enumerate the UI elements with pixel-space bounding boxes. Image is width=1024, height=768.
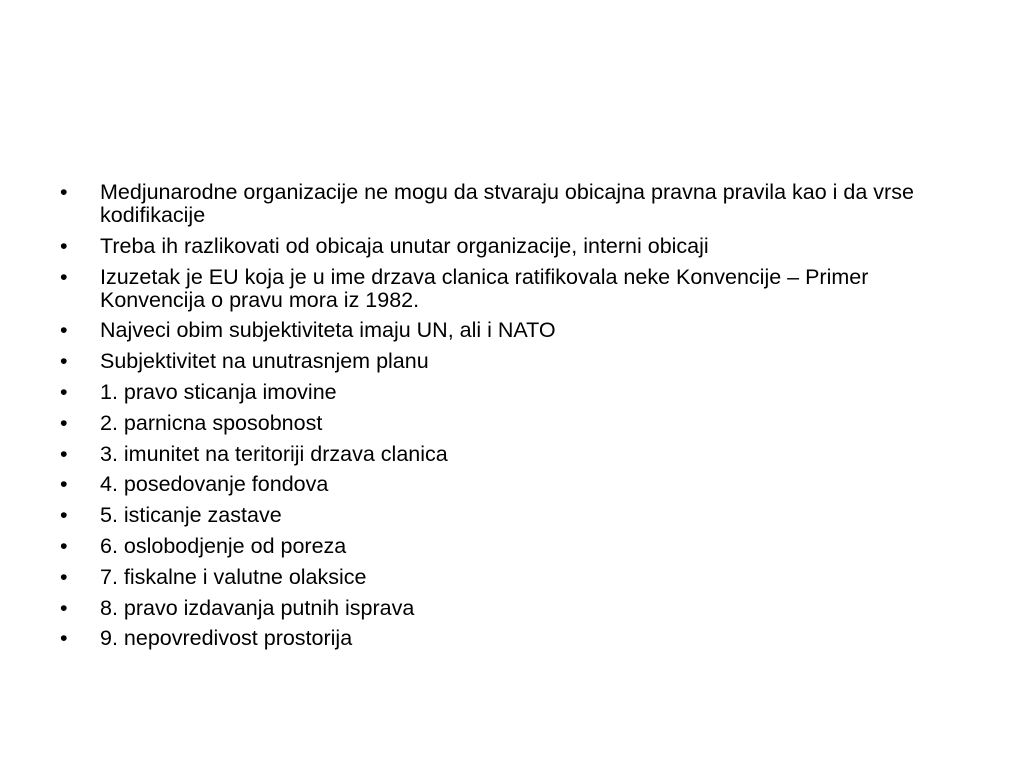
list-item [60,627,960,650]
list-item [60,597,960,620]
list-item [60,504,960,527]
list-item-text: Izuzetak je EU koja je u ime drzava clanica ratifikovala neke Konvencije – Primer Konvencija o pravu mora iz 1982. [100,264,869,312]
bullet-icon: • [60,564,68,589]
list-item [60,535,960,558]
list-item [60,443,960,466]
list-item [60,235,960,258]
list-item [60,412,960,435]
list-item-text: 1. pravo sticanja imovine [100,379,337,404]
bullet-icon: • [60,379,68,404]
bullet-icon: • [60,180,68,204]
bullet-icon: • [60,472,68,497]
bullet-list [60,181,960,658]
bullet-icon: • [60,318,68,343]
list-item [60,473,960,496]
list-item-text: 9. nepovredivost prostorija [100,626,353,651]
list-item-text: 2. parnicna sposobnost [100,410,323,435]
bullet-icon: • [60,626,68,651]
list-item [60,266,960,312]
list-item-text: Treba ih razlikovati od obicaja unutar organizacije, interni obicaji [100,233,709,258]
list-item-text: 3. imunitet na teritoriji drzava clanica [100,441,448,466]
list-item-text: 5. isticanje zastave [100,503,282,528]
list-item-text: Subjektivitet na unutrasnjem planu [100,349,429,374]
list-item-text: Najveci obim subjektiviteta imaju UN, ali i NATO [100,318,556,343]
bullet-icon: • [60,349,68,374]
bullet-icon: • [60,264,68,289]
list-item-text: 6. oslobodjenje od poreza [100,533,347,558]
bullet-icon: • [60,410,68,435]
bullet-icon: • [60,533,68,558]
bullet-icon: • [60,595,68,620]
list-item [60,319,960,342]
list-item [60,566,960,589]
list-item [60,181,960,227]
list-item [60,350,960,373]
list-item-text: 4. posedovanje fondova [100,472,329,497]
list-item [60,381,960,404]
bullet-icon: • [60,441,68,466]
list-item-text: Medjunarodne organizacije ne mogu da stvaraju obicajna pravna pravila kao i da vrse kodifikacije [100,180,914,227]
list-item-text: 7. fiskalne i valutne olaksice [100,564,367,589]
bullet-icon: • [60,503,68,528]
bullet-icon: • [60,233,68,258]
list-item-text: 8. pravo izdavanja putnih isprava [100,595,415,620]
